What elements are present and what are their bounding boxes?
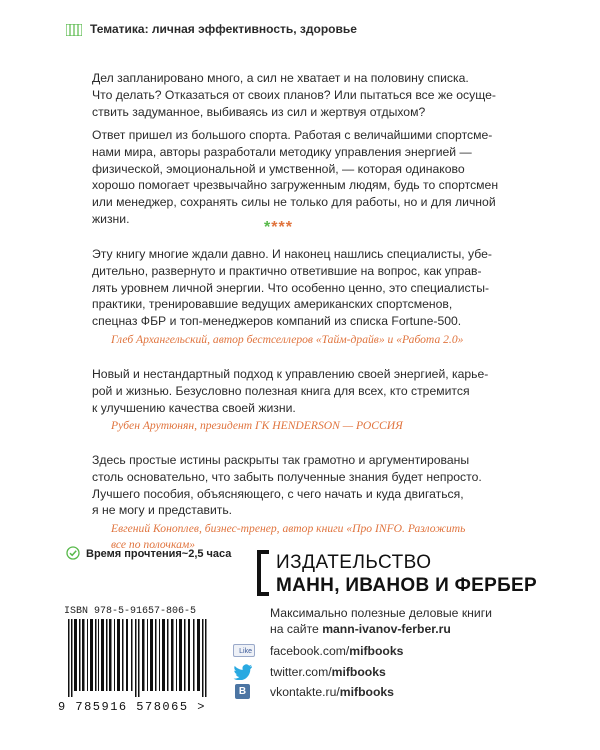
author-line: Рубен Арутюнян, президент ГК HENDERSON — РОССИЯ	[111, 419, 403, 432]
vkontakte-icon	[235, 684, 250, 699]
tagline-prefix: на сайте	[270, 622, 323, 636]
vk-handle: mifbooks	[339, 685, 394, 699]
star-3: *	[278, 219, 286, 236]
author-line: Глеб Архангельский, автор бестселлеров «Тайм-драйв» и «Работа 2.0»	[111, 333, 464, 346]
intro-paragraph-1	[92, 70, 522, 120]
publisher-line-1: ИЗДАТЕЛЬСТВО	[276, 552, 432, 573]
author-line: все по полочкам»	[111, 537, 196, 551]
barcode-image	[64, 619, 214, 697]
topic-stripes-icon	[66, 24, 82, 36]
vk-prefix: vkontakte.ru/	[270, 685, 340, 699]
reading-time: Время прочтения~2,5 часа	[86, 548, 232, 560]
text-line: рой и жизнью. Безусловно полезная книга для всех, кто стремится	[92, 383, 470, 398]
text-line: практики, тренировавшие ведущих американских спортсменов,	[92, 297, 453, 312]
star-4: *	[285, 219, 293, 236]
vkontakte-link[interactable]	[270, 685, 394, 703]
text-line: или менеджер, сохранять силы не только для работы, но и для личной	[92, 195, 496, 210]
twitter-link[interactable]	[270, 665, 386, 683]
stars-divider	[264, 219, 293, 237]
text-line: ствить задуманное, выбиваясь из сил и жертвуя отдыхом?	[92, 104, 426, 119]
text-line: лять уровнем личной энергии. Что особенно ценно, это специалисты-	[92, 280, 490, 295]
vk-icon-text: В	[238, 686, 247, 697]
text-line: Новый и нестандартный подход к управлению своей энергией, карье-	[92, 367, 489, 381]
publisher-site-link[interactable]: mann-ivanov-ferber.ru	[322, 622, 451, 636]
review-1-text	[92, 246, 522, 330]
text-line: Что делать? Отказаться от своих планов? Или пытаться все же осуще-	[92, 87, 496, 102]
like-icon-text: Like	[239, 648, 252, 655]
text-line: к улучшению качества своей жизни.	[92, 400, 296, 415]
facebook-prefix: facebook.com/	[270, 644, 350, 658]
text-line: я не могу и представить.	[92, 503, 233, 518]
star-2: *	[271, 219, 279, 236]
text-line: Здесь простые истины раскрыты так грамотно и аргументированы	[92, 453, 470, 467]
author-line: Евгений Коноплев, бизнес-тренер, автор книги «Про INFO. Разложить	[111, 522, 466, 535]
facebook-link[interactable]	[270, 644, 403, 662]
publisher-bracket	[257, 550, 269, 596]
text-line: Эту книгу многие ждали давно. И наконец нашлись специалисты, убе-	[92, 247, 492, 261]
publisher-line-2: МАНН, ИВАНОВ И ФЕРБЕР	[276, 575, 537, 596]
text-line: физической, эмоциональной и умственной, — которая одинаково	[92, 161, 465, 176]
text-line: хорошо помогает чрезвычайно загруженным людям, будь то спортсмен	[92, 178, 499, 193]
review-3-text	[92, 452, 522, 519]
text-line: дительно, развернуто и практично ответившие на вопрос, как управ-	[92, 263, 482, 278]
text-line: нами мира, авторы разработали методику управления энергией —	[92, 144, 472, 159]
review-2-author	[111, 418, 511, 434]
isbn: ISBN 978-5-91657-806-5	[64, 606, 197, 617]
twitter-bird-icon	[233, 664, 253, 680]
twitter-prefix: twitter.com/	[270, 665, 332, 679]
facebook-like-icon	[233, 644, 253, 660]
text-line: Лучшего пособия, объясняющего, с чего начать и куда двигаться,	[92, 486, 464, 501]
topic-label: Тематика: личная эффективность, здоровье	[90, 22, 357, 36]
text-line: жизни.	[92, 211, 130, 226]
facebook-handle: mifbooks	[349, 644, 404, 658]
text-line: Дел запланировано много, а сил не хватает и на половину списка.	[92, 71, 469, 85]
barcode-digits: 9 785916 578065 >	[58, 700, 206, 714]
intro-paragraph-2	[92, 127, 522, 228]
text-line: Ответ пришел из большого спорта. Работая с величайшими спортсме-	[92, 128, 493, 142]
review-1-author	[111, 332, 511, 348]
text-line: спецназ ФБР и топ-менеджеров компаний из списка Fortune-500.	[92, 314, 462, 329]
twitter-handle: mifbooks	[331, 665, 386, 679]
star-1: *	[264, 219, 272, 236]
text-line: столь основательно, что забыть полученные знания будет непросто.	[92, 469, 482, 484]
check-circle-icon	[66, 546, 80, 560]
publisher-tagline-1: Максимально полезные деловые книги	[270, 606, 492, 620]
review-2-text	[92, 366, 522, 416]
publisher-tagline-2	[270, 621, 560, 638]
